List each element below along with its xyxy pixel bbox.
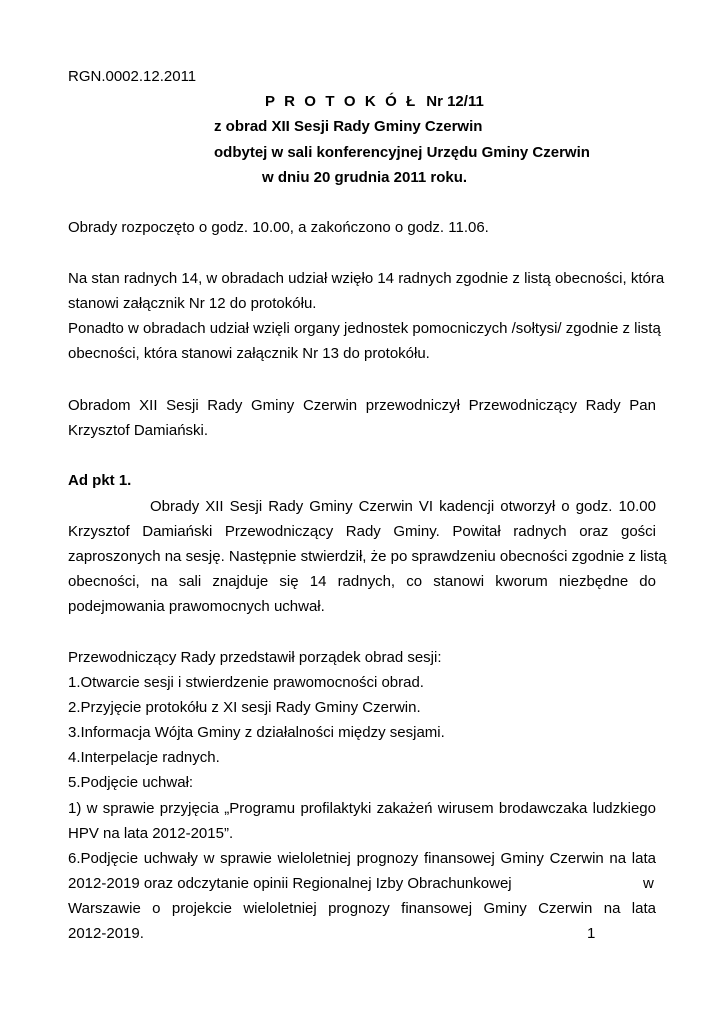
agenda-item: 4.Interpelacje radnych. xyxy=(68,749,220,766)
agenda-item: 5.Podjęcie uchwał: xyxy=(68,774,194,791)
attendance-line: Ponadto w obradach udział wzięli organy jednostek pomocniczych /sołtysi/ zgodnie z listą xyxy=(68,320,661,337)
ad-pkt-1-line: Krzysztof Damiański Przewodniczący Rady Gminy. Powitał radnych oraz gości xyxy=(68,523,656,540)
protocol-venue: odbytej w sali konferencyjnej Urzędu Gminy Czerwin xyxy=(214,144,590,161)
protocol-date: w dniu 20 grudnia 2011 roku. xyxy=(262,169,468,186)
attendance-line: stanowi załącznik Nr 12 do protokółu. xyxy=(68,295,317,312)
attendance-line: Na stan radnych 14, w obradach udział wzięło 14 radnych zgodnie z listą obecności, która xyxy=(68,270,665,287)
attendance-line: obecności, która stanowi załącznik Nr 13 do protokółu. xyxy=(68,345,430,362)
ad-pkt-1-line: zaproszonych na sesję. Następnie stwierdził, że po sprawdzeniu obecności zgodnie z listą xyxy=(68,548,667,565)
agenda-intro: Przewodniczący Rady przedstawił porządek obrad sesji: xyxy=(68,649,442,666)
protocol-subtitle: z obrad XII Sesji Rady Gminy Czerwin xyxy=(214,118,483,135)
page-number: 1 xyxy=(587,925,596,942)
agenda-subitem: HPV na lata 2012-2015”. xyxy=(68,825,234,842)
protocol-number: Nr 12/11 xyxy=(426,93,484,110)
document-reference: RGN.0002.12.2011 xyxy=(68,68,197,85)
agenda-subitem: 1) w sprawie przyjęcia „Programu profilaktyki zakażeń wirusem brodawczaka ludzkiego xyxy=(68,800,656,817)
chair-line: Obradom XII Sesji Rady Gminy Czerwin przewodniczył Przewodniczący Rady Pan xyxy=(68,397,656,414)
ad-pkt-1-line: podejmowania prawomocnych uchwał. xyxy=(68,598,325,615)
agenda-item-6: 2012-2019 oraz odczytanie opinii Regionalnej Izby Obrachunkowej xyxy=(68,875,512,892)
session-time: Obrady rozpoczęto o godz. 10.00, a zakończono o godz. 11.06. xyxy=(68,219,489,236)
agenda-item: 3.Informacja Wójta Gminy z działalności między sesjami. xyxy=(68,724,445,741)
protocol-title xyxy=(265,93,484,111)
protocol-title-word: P R O T O K Ó Ł xyxy=(265,93,418,110)
agenda-item-6: 2012-2019. xyxy=(68,925,144,942)
agenda-item-6: 6.Podjęcie uchwały w sprawie wieloletniej prognozy finansowej Gminy Czerwin na lata xyxy=(68,850,656,867)
ad-pkt-1-heading: Ad pkt 1. xyxy=(68,472,132,489)
ad-pkt-1-line: Obrady XII Sesji Rady Gminy Czerwin VI kadencji otworzył o godz. 10.00 xyxy=(150,498,656,515)
ad-pkt-1-line: obecności, na sali znajduje się 14 radnych, co stanowi kworum niezbędne do xyxy=(68,573,656,590)
agenda-item: 2.Przyjęcie protokółu z XI sesji Rady Gminy Czerwin. xyxy=(68,699,421,716)
agenda-item: 1.Otwarcie sesji i stwierdzenie prawomocności obrad. xyxy=(68,674,424,691)
chair-line: Krzysztof Damiański. xyxy=(68,422,209,439)
agenda-item-6: w xyxy=(643,875,654,892)
agenda-item-6: Warszawie o projekcie wieloletniej prognozy finansowej Gminy Czerwin na lata xyxy=(68,900,656,917)
